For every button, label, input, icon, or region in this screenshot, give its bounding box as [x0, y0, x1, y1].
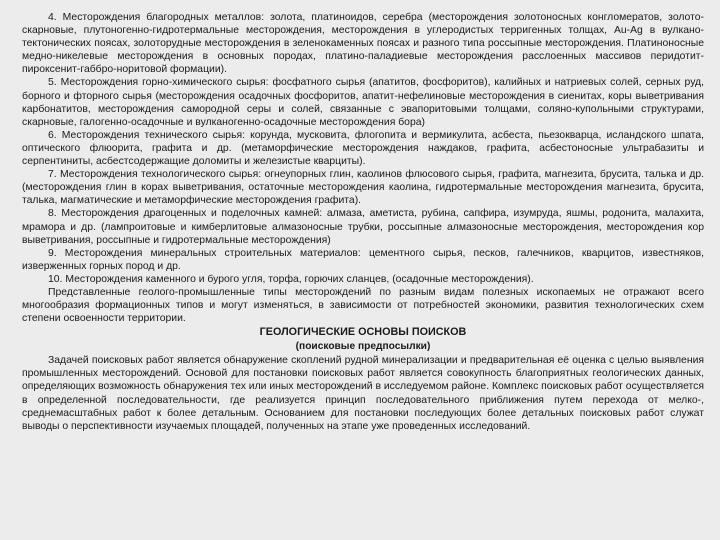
paragraph-search-works: Задачей поисковых работ является обнаружение скоплений рудной минерализации и предварительная её оценка с целью выявления промышленных месторождений. Основой для постановки поисковых работ является совокупность благоприятных геологических данных, определяющих возможность обнаружения тех или иных месторождений в исследуемом районе. Комплекс поисковых работ осуществляется в определенной последовательности, где реализуется принцип последовательного приближения путем перехода от мелко-, среднемасштабных работ к более детальным. Основанием для постановки последующих более детальных поисковых работ служат выводы о перспективности изучаемых площадей, полученных на этапе уже проведенных исследований.	[22, 355, 704, 432]
paragraph-precious-metals: 4. Месторождения благородных металлов: золота, платиноидов, серебра (месторождения золотоносных конгломератов, золото-скарновые, плутоногенно-гидротермальные месторождения, месторождения в углеродистых терригенных толщах, Au-Ag в вулкано-тектонических поясах, золоторудные месторождения в зеленокаменных поясах и разного типа россыпные месторождения. Платиноносные медно-никелевые месторождения в основных породах, платино-паладиевые месторождения расслоенных массивов перидотит-пироксенит-габбро-норитовой формации).	[22, 12, 704, 76]
section-heading: ГЕОЛОГИЧЕСКИЕ ОСНОВЫ ПОИСКОВ	[259, 326, 467, 339]
paragraph-technological-raw: 7. Месторождения технологического сырья: огнеупорных глин, каолинов флюсового сырья, графита, магнезита, брусита, талька и др. (месторождения глин в корах выветривания, остаточные месторождения каолина, гидротермальные месторождения магнезита, брусита, талька, магматические и метаморфические месторождения графита).	[22, 169, 704, 207]
section-subheading: (поисковые предпосылки)	[295, 341, 431, 353]
paragraph-mining-chemical: 5. Месторождения горно-химического сырья: фосфатного сырья (апатитов, фосфоритов), калийных и натриевых солей, серных руд, борного и фторного сырья (месторождения осадочных фосфоритов, апатит-нефелиновые месторождения в сиенитах, коры выветривания карбонатитов, месторождения самородной серы и солей, связанные с эвапоритовыми толщами, соляно-купольными структурами, скарновые, галогенно-осадочные и вулканогенно-осадочные месторождения бора)	[22, 77, 704, 128]
document-body	[22, 11, 704, 433]
paragraph-coal: 10. Месторождения каменного и бурого угля, торфа, горючих сланцев, (осадочные месторождения).	[48, 273, 534, 285]
paragraph-gemstones: 8. Месторождения драгоценных и поделочных камней: алмаза, аметиста, рубина, сапфира, изумруда, яшмы, родонита, малахита, мрамора и др. (лампроитовые и кимберлитовые алмазоносные трубки, россыпные алмазоносные месторождения, месторождения кор выветривания, россыпные и гидротермальные месторождения)	[22, 208, 704, 246]
paragraph-technical-raw: 6. Месторождения технического сырья: корунда, мусковита, флогопита и вермикулита, асбеста, пьезокварца, исландского шпата, оптического флюорита, графита и др. (метаморфические месторождения наждаков, графита, асбестоносные ультрабазиты и серпентиниты, асбестсодержащие доломиты и железистые кварциты).	[22, 129, 704, 168]
paragraph-building-materials: 9. Месторождения минеральных строительных материалов: цементного сырья, песков, галечников, кварцитов, известняков, изверженных горных пород и др.	[22, 247, 704, 272]
paragraph-summary: Представленные геолого-промышленные типы месторождений по разным видам полезных ископаемых не отражают всего многообразия формационных типов и могут изменяться, в зависимости от потребностей экономики, развития технологических схем степени освоенности территории.	[22, 286, 704, 325]
